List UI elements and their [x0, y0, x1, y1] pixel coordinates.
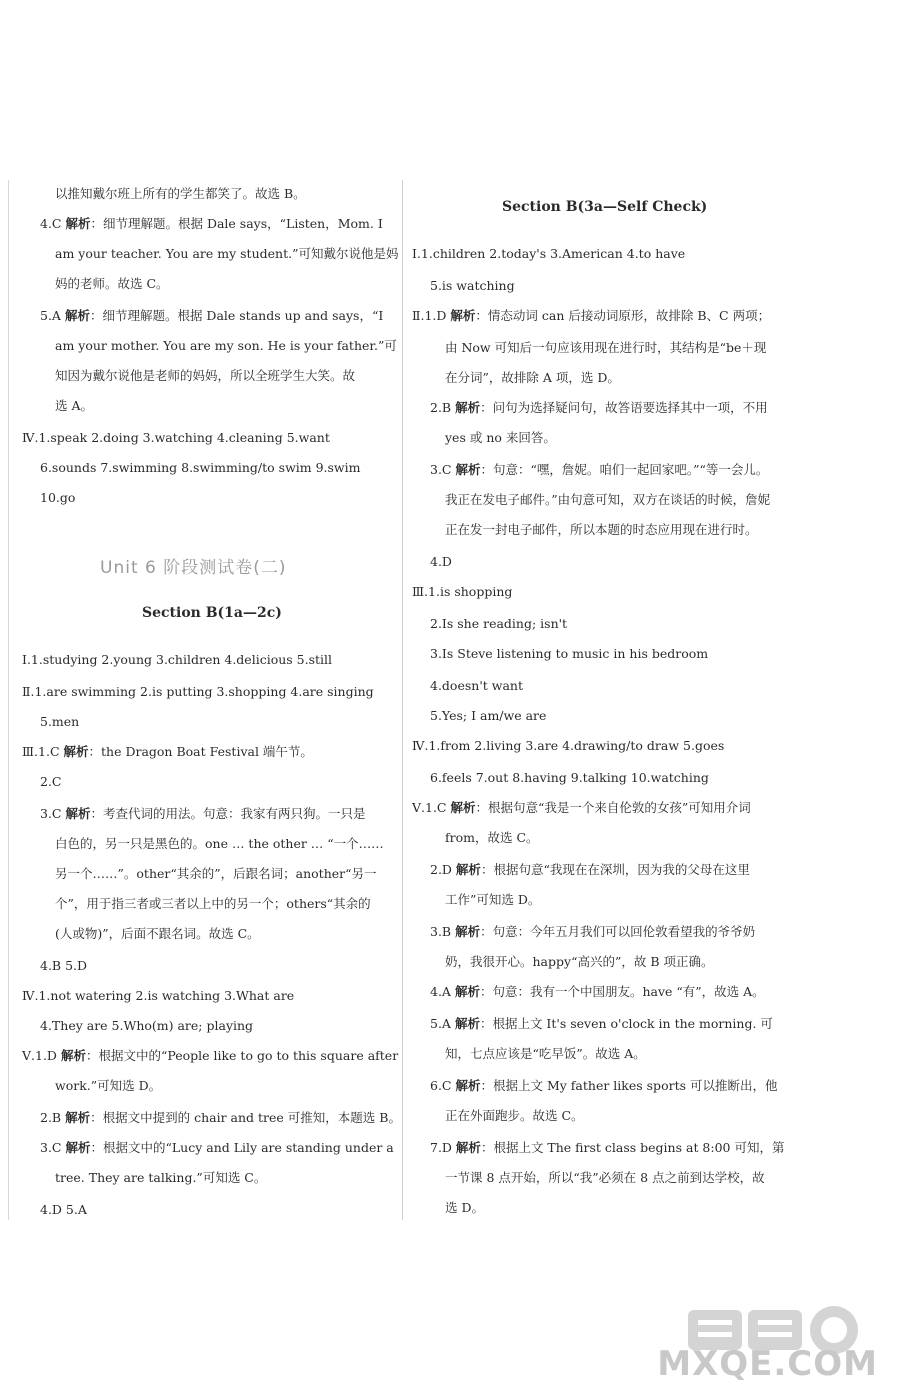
line-text: 5.men	[40, 714, 80, 729]
line-text: ：根据句意“我是一个来自伦敦的女孩”可知用介词	[475, 800, 751, 815]
line-text: ：根据文中提到的 chair and tree 可推知，本题选 B。	[90, 1110, 401, 1125]
right-line	[412, 244, 685, 264]
question-number: Ⅴ.1.C	[412, 800, 451, 815]
line-text: 由 Now 可知后一句应该用现在进行时，其结构是“be＋现	[445, 340, 767, 355]
question-number: 2.B	[430, 400, 456, 415]
line-text: ：情态动词 can 后接动词原形，故排除 B、C 两项；	[475, 308, 771, 323]
line-text: 妈的老师。故选 C。	[55, 276, 169, 291]
line-text: ：细节理解题。根据 Dale stands up and says，“I	[89, 308, 384, 323]
left-line	[22, 650, 332, 670]
analysis-label: 解析	[65, 1110, 91, 1125]
analysis-label: 解析	[455, 924, 481, 939]
line-text: 个”，用于指三者或三者以上中的另一个；others“其余的	[55, 896, 371, 911]
line-text: ：句意：今年五月我们可以回伦敦看望我的爷爷奶	[480, 924, 756, 939]
right-line	[430, 1014, 773, 1034]
question-number: 6.C	[430, 1078, 456, 1093]
question-number: 5.A	[40, 308, 65, 323]
right-line	[445, 520, 758, 540]
right-line	[430, 644, 708, 664]
line-text: 另一个……”。other“其余的”，后跟名词；another“另一	[55, 866, 377, 881]
line-text: Ⅳ.1.from 2.living 3.are 4.drawing/to draw 5.goes	[412, 738, 725, 753]
line-text: (人或物)”，后面不跟名词。故选 C。	[55, 926, 260, 941]
question-number: 4.A	[430, 984, 455, 999]
right-line	[430, 922, 755, 942]
line-text: tree. They are talking.”可知选 C。	[55, 1170, 267, 1185]
left-line	[22, 742, 313, 762]
line-text: yes 或 no 来回答。	[445, 430, 556, 445]
line-text: Ⅳ.1.speak 2.doing 3.watching 4.cleaning 5.want	[22, 430, 330, 445]
left-line	[40, 1138, 394, 1158]
line-text: am your teacher. You are my student.”可知戴尔说他是妈	[55, 246, 399, 261]
right-line	[445, 828, 539, 848]
right-line	[412, 582, 512, 602]
right-line	[430, 614, 567, 634]
line-text: 4.They are 5.Who(m) are; playing	[40, 1018, 254, 1033]
left-line	[40, 1108, 401, 1128]
line-text: ：根据上文 My father likes sports 可以推断出，他	[480, 1078, 778, 1093]
question-number: 3.C	[40, 1140, 66, 1155]
line-text: 工作”可知选 D。	[445, 892, 541, 907]
right-line	[445, 490, 770, 510]
analysis-label: 解析	[60, 1048, 86, 1063]
line-text: ：句意：我有一个中国朋友。have “有”，故选 A。	[479, 984, 765, 999]
section-title-1a-2c: Section B(1a—2c)	[142, 605, 282, 621]
line-text: 一节课 8 点开始，所以“我”必须在 8 点之前到达学校，故	[445, 1170, 765, 1185]
left-line	[55, 184, 306, 204]
line-text: 4.D	[430, 554, 452, 569]
analysis-label: 解析	[455, 1140, 481, 1155]
line-text: 4.doesn't want	[430, 678, 523, 693]
line-text: ：根据句意“我现在在深圳，因为我的父母在这里	[480, 862, 750, 877]
line-text: 正在外面跑步。故选 C。	[445, 1108, 584, 1123]
left-line	[40, 214, 383, 234]
left-line	[40, 306, 383, 326]
line-text: 正在发一封电子邮件，所以本题的时态应用现在进行时。	[445, 522, 758, 537]
left-line	[55, 274, 169, 294]
left-line	[55, 336, 397, 356]
right-line	[445, 428, 556, 448]
right-line	[430, 768, 709, 788]
right-line	[445, 890, 540, 910]
left-line	[55, 244, 398, 264]
right-line	[430, 860, 750, 880]
analysis-label: 解析	[63, 744, 89, 759]
analysis-label: 解析	[65, 806, 91, 821]
left-line	[40, 1016, 253, 1036]
analysis-label: 解析	[450, 308, 476, 323]
section-title-3a-self-check: Section B(3a—Self Check)	[502, 199, 708, 215]
left-line	[22, 682, 374, 702]
left-line	[55, 396, 93, 416]
line-text: ：考查代词的用法。句意：我家有两只狗。一只是	[90, 806, 366, 821]
analysis-label: 解析	[454, 1016, 480, 1031]
line-text: 以推知戴尔班上所有的学生都笑了。故选 B。	[55, 186, 306, 201]
left-line	[55, 924, 260, 944]
line-text: 6.feels 7.out 8.having 9.talking 10.watching	[430, 770, 709, 785]
left-line	[55, 1076, 161, 1096]
right-line	[430, 1138, 784, 1158]
watermark-text: MXQE.COM	[657, 1344, 878, 1384]
right-line	[445, 1168, 765, 1188]
line-text: 在分词”，故排除 A 项，选 D。	[445, 370, 620, 385]
line-text: 3.Is Steve listening to music in his bedroom	[430, 646, 709, 661]
line-text: 6.sounds 7.swimming 8.swimming/to swim 9.swim	[40, 460, 361, 475]
line-text: Ⅰ.1.studying 2.young 3.children 4.delicious 5.still	[22, 652, 333, 667]
line-text: am your mother. You are my son. He is your father.”可	[55, 338, 397, 353]
left-line	[55, 1168, 266, 1188]
left-margin-rule	[8, 180, 9, 1220]
line-text: 4.B 5.D	[40, 958, 88, 973]
right-line	[430, 676, 523, 696]
line-text: ：根据文中的“Lucy and Lily are standing under a	[90, 1140, 394, 1155]
line-text: ：细节理解题。根据 Dale says，“Listen，Mom. I	[90, 216, 383, 231]
right-line	[412, 736, 724, 756]
question-number: 3.C	[430, 462, 456, 477]
line-text: from，故选 C。	[445, 830, 539, 845]
right-line	[412, 306, 770, 326]
question-number: 7.D	[430, 1140, 456, 1155]
left-line	[22, 1046, 398, 1066]
right-line	[412, 798, 751, 818]
line-text: Ⅳ.1.not watering 2.is watching 3.What are	[22, 988, 295, 1003]
left-line	[40, 488, 75, 508]
line-text: 5.is watching	[430, 278, 515, 293]
line-text: 4.D 5.A	[40, 1202, 87, 1217]
right-line	[430, 552, 452, 572]
line-text: 选 A。	[55, 398, 94, 413]
left-line	[55, 864, 377, 884]
line-text: ：根据文中的“People like to go to this square after	[85, 1048, 399, 1063]
right-line	[445, 1044, 646, 1064]
column-divider	[402, 180, 403, 1220]
right-line	[445, 1198, 484, 1218]
right-line	[430, 982, 765, 1002]
question-number: 2.B	[40, 1110, 66, 1125]
line-text: 5.Yes; I am/we are	[430, 708, 547, 723]
left-line	[40, 712, 79, 732]
line-text: 2.C	[40, 774, 62, 789]
line-text: 白色的，另一只是黑色的。one … the other … “一个……	[55, 836, 384, 851]
question-number: Ⅴ.1.D	[22, 1048, 61, 1063]
line-text: 选 D。	[445, 1200, 484, 1215]
line-text: ：问句为选择疑问句，故答语要选择其中一项，不用	[480, 400, 768, 415]
analysis-label: 解析	[64, 308, 90, 323]
right-line	[430, 276, 515, 296]
line-text: 10.go	[40, 490, 76, 505]
right-line	[445, 338, 766, 358]
right-line	[430, 460, 768, 480]
left-line	[40, 772, 62, 792]
left-line	[22, 986, 294, 1006]
question-number: 3.C	[40, 806, 66, 821]
analysis-label: 解析	[65, 1140, 91, 1155]
line-text: 2.Is she reading; isn't	[430, 616, 568, 631]
right-line	[430, 706, 546, 726]
analysis-label: 解析	[454, 984, 480, 999]
question-number: 2.D	[430, 862, 456, 877]
line-text: ：根据上文 The first class begins at 8:00 可知，第	[480, 1140, 785, 1155]
line-text: Ⅲ.1.is shopping	[412, 584, 513, 599]
left-line	[55, 366, 355, 386]
left-line	[40, 458, 360, 478]
analysis-label: 解析	[455, 400, 481, 415]
right-line	[430, 398, 768, 418]
left-line	[40, 1200, 87, 1220]
right-line	[445, 1106, 584, 1126]
question-number: Ⅱ.1.D	[412, 308, 451, 323]
analysis-label: 解析	[450, 800, 476, 815]
question-number: Ⅲ.1.C	[22, 744, 64, 759]
unit-title: Unit 6 阶段测试卷(二)	[100, 558, 287, 578]
right-line	[445, 368, 620, 388]
line-text: 我正在发电子邮件。”由句意可知，双方在谈话的时候，詹妮	[445, 492, 771, 507]
left-line	[22, 428, 330, 448]
left-line	[40, 804, 366, 824]
line-text: 奶，我很开心。happy“高兴的”，故 B 项正确。	[445, 954, 714, 969]
left-line	[55, 894, 371, 914]
line-text: ：根据上文 It's seven o'clock in the morning. 可	[479, 1016, 773, 1031]
line-text: Ⅱ.1.are swimming 2.is putting 3.shopping 4.are singing	[22, 684, 374, 699]
analysis-label: 解析	[455, 1078, 481, 1093]
line-text: 知因为戴尔说他是老师的妈妈，所以全班学生大笑。故	[55, 368, 356, 383]
question-number: 5.A	[430, 1016, 455, 1031]
line-text: ：the Dragon Boat Festival 端午节。	[88, 744, 313, 759]
line-text: work.”可知选 D。	[55, 1078, 162, 1093]
analysis-label: 解析	[65, 216, 91, 231]
line-text: Ⅰ.1.children 2.today's 3.American 4.to have	[412, 246, 686, 261]
question-number: 3.B	[430, 924, 456, 939]
right-line	[445, 952, 713, 972]
line-text: 知，七点应该是“吃早饭”。故选 A。	[445, 1046, 646, 1061]
analysis-label: 解析	[455, 862, 481, 877]
left-line	[55, 834, 384, 854]
question-number: 4.C	[40, 216, 66, 231]
right-line	[430, 1076, 777, 1096]
left-line	[40, 956, 87, 976]
line-text: ：句意：“嘿，詹妮。咱们一起回家吧。”“等一会儿。	[480, 462, 769, 477]
analysis-label: 解析	[455, 462, 481, 477]
